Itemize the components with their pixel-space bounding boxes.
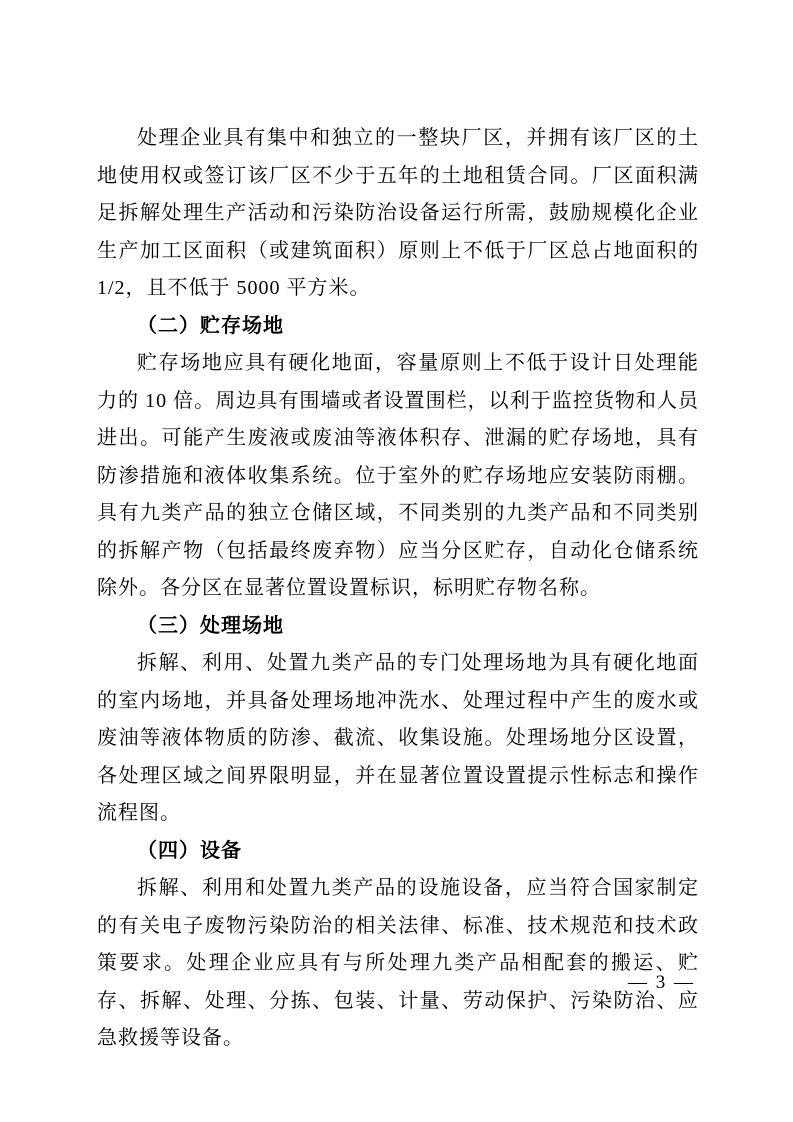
section-heading: （四）设备	[137, 839, 242, 862]
body-paragraph: 拆解、利用和处置九类产品的设施设备，应当符合国家制定的有关电子废物污染防治的相关法律、标准、技术规范和技术政策要求。处理企业应具有与所处理九类产品相配套的搬运、贮存、拆解、处理、分拣、包装、计量、劳动保护、污染防治、应急救援等设备。	[97, 877, 699, 1049]
body-paragraph: 处理企业具有集中和独立的一整块厂区，并拥有该厂区的土地使用权或签订该厂区不少于五年的土地租赁合同。厂区面积满足拆解处理生产活动和污染防治设备运行所需，鼓励规模化企业生产加工区面积（或建筑面积）原则上不低于厂区总占地面积的 1/2，且不低于 5000 平方米。	[97, 127, 699, 299]
section-heading: （三）处理场地	[137, 614, 284, 637]
document-body	[97, 120, 699, 1058]
page-number: — 3 —	[628, 972, 695, 993]
body-paragraph: 贮存场地应具有硬化地面，容量原则上不低于设计日处理能力的 10 倍。周边具有围墙或者设置围栏，以利于监控货物和人员进出。可能产生废液或废油等液体积存、泄漏的贮存场地，具有防渗措施和液体收集系统。位于室外的贮存场地应安装防雨棚。具有九类产品的独立仓储区域，不同类别的九类产品和不同类别的拆解产物（包括最终废弃物）应当分区贮存，自动化仓储系统除外。各分区在显著位置设置标识，标明贮存物名称。	[97, 352, 699, 599]
body-paragraph: 拆解、利用、处置九类产品的专门处理场地为具有硬化地面的室内场地，并具备处理场地冲洗水、处理过程中产生的废水或废油等液体物质的防渗、截流、收集设施。处理场地分区设置，各处理区域之间界限明显，并在显著位置设置提示性标志和操作流程图。	[97, 652, 699, 824]
section-heading: （二）贮存场地	[137, 314, 284, 337]
